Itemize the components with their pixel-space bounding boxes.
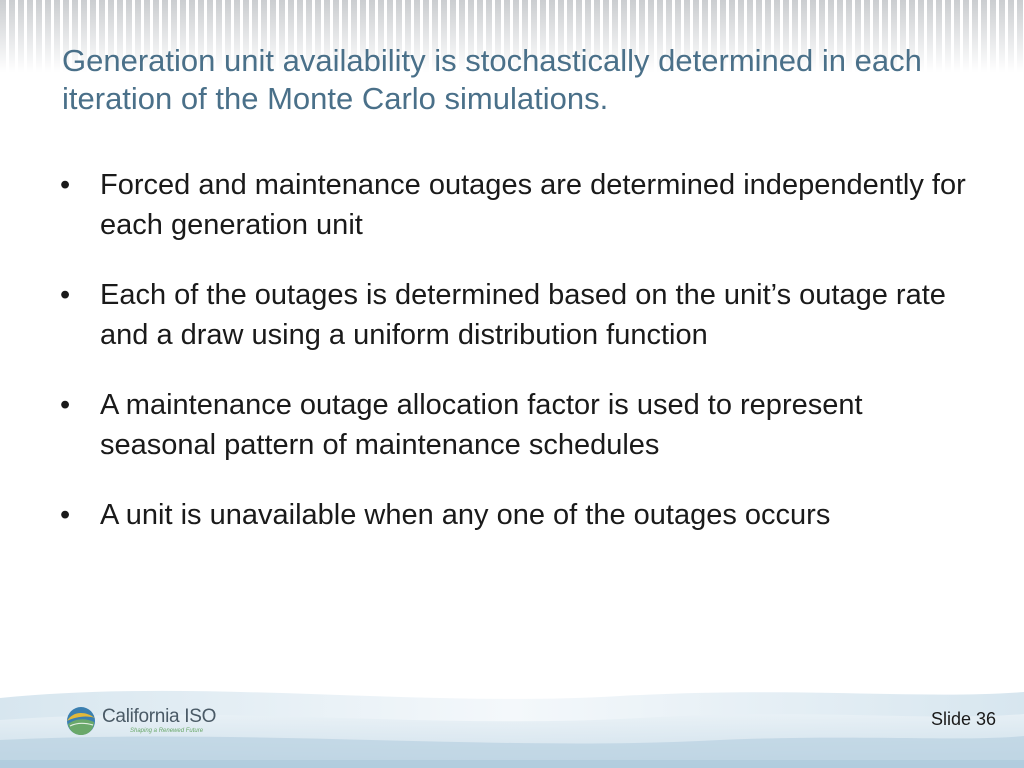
bullet-item [60, 165, 980, 245]
bullet-text: Each of the outages is determined based on the unit’s outage rate and a draw using a uniform distribution function [100, 279, 946, 351]
bullet-text: A unit is unavailable when any one of the outages occurs [100, 499, 831, 531]
slide-number: Slide 36 [930, 709, 996, 729]
bullet-marker: • [60, 279, 71, 311]
bullet-list [60, 165, 980, 565]
slide-title: Generation unit availability is stochastically determined in each iteration of the Monte Carlo simulations. [62, 43, 922, 116]
bullet-text: A maintenance outage allocation factor is used to represent seasonal pattern of maintenance schedules [100, 389, 863, 461]
bullet-item [60, 385, 980, 465]
bullet-marker: • [60, 169, 71, 201]
bullet-text: Forced and maintenance outages are determined independently for each generation unit [100, 169, 966, 241]
bullet-item [60, 275, 980, 355]
california-iso-logo-icon [66, 706, 96, 736]
logo-tagline: Shaping a Renewed Future [130, 728, 204, 734]
bullet-marker: • [60, 499, 71, 531]
bullet-item [60, 495, 980, 535]
bullet-marker: • [60, 389, 71, 421]
california-iso-logo [66, 702, 216, 740]
logo-text [102, 707, 216, 735]
logo-name: California ISO [102, 706, 217, 727]
